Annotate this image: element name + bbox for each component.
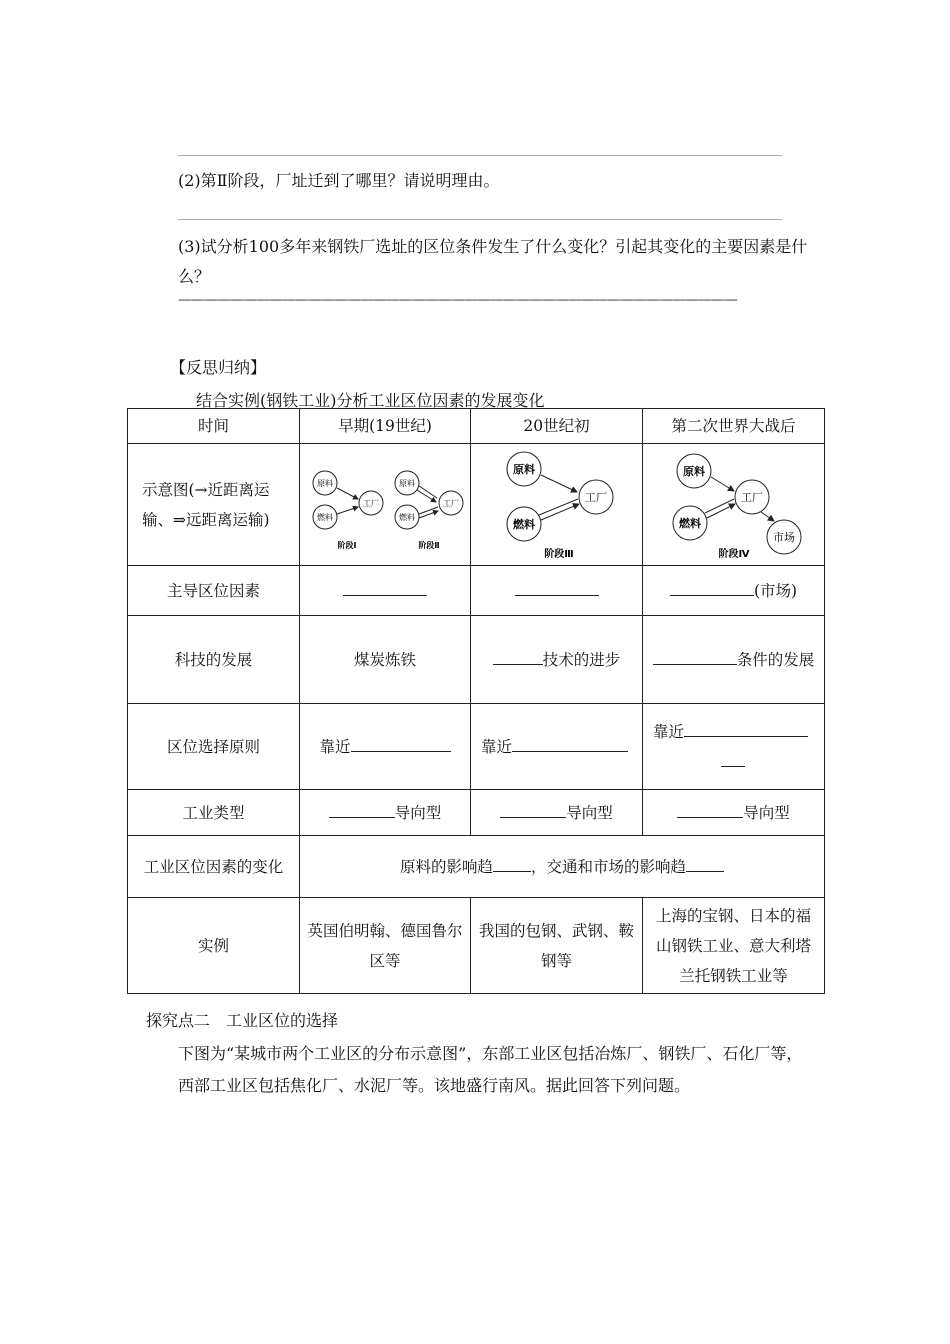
principle-col1 bbox=[300, 704, 471, 790]
blank-field[interactable] bbox=[343, 576, 427, 596]
arrow-raw-3 bbox=[541, 475, 577, 492]
change-part2: ，交通和市场的影响趋 bbox=[531, 857, 687, 876]
principle-col3 bbox=[643, 704, 825, 790]
arrow-fuel-4a bbox=[705, 499, 734, 513]
blank-field[interactable] bbox=[351, 732, 451, 752]
type-suffix: 导向型 bbox=[743, 803, 790, 822]
example-row bbox=[128, 898, 825, 994]
blank-field[interactable] bbox=[512, 732, 628, 752]
arrow-raw-4 bbox=[711, 477, 734, 491]
blank-field[interactable] bbox=[329, 798, 395, 818]
example-col2: 我国的包钢、武钢、鞍钢等 bbox=[471, 898, 643, 994]
arrow-market-4 bbox=[761, 512, 774, 521]
tech-col2 bbox=[471, 616, 643, 704]
example-label: 实例 bbox=[128, 898, 300, 994]
dominant-col1 bbox=[300, 566, 471, 616]
blank-field[interactable] bbox=[493, 645, 543, 665]
arrow-fuel-4b bbox=[707, 504, 735, 518]
raw-label-1: 原料 bbox=[316, 478, 333, 488]
type-suffix: 导向型 bbox=[394, 803, 442, 822]
answer-line-3: ——————————————————————————————————————————— bbox=[178, 292, 737, 308]
factory-label-1: 工厂 bbox=[362, 498, 379, 508]
stage4-label: 阶段Ⅳ bbox=[718, 549, 750, 560]
diagram-stage-3 bbox=[471, 444, 643, 566]
dominant-col2 bbox=[471, 566, 643, 616]
header-postwar: 第二次世界大战后 bbox=[643, 409, 825, 444]
tech-col1: 煤炭炼铁 bbox=[300, 616, 471, 704]
question-2: (2)第Ⅱ阶段，厂址迁到了哪里？请说明理由。 bbox=[178, 171, 500, 190]
type-col3 bbox=[643, 790, 825, 836]
principle-label: 区位选择原则 bbox=[128, 704, 300, 790]
question-3: (3)试分析100多年来钢铁厂选址的区位条件发生了什么变化？引起其变化的主要因素是什么？ bbox=[178, 237, 808, 286]
section2-paragraph: 下图为“某城市两个工业区的分布示意图”，东部工业区包括冶炼厂、钢铁厂、石化厂等，西部工业区包括焦化厂、水泥厂等。该地盛行南风。据此回答下列问题。 bbox=[178, 1044, 803, 1095]
tech-label: 科技的发展 bbox=[128, 616, 300, 704]
tech-col2-suffix: 技术的进步 bbox=[542, 650, 621, 669]
header-20c: 20世纪初 bbox=[471, 409, 643, 444]
type-col2 bbox=[471, 790, 643, 836]
fuel-label-2: 燃料 bbox=[398, 512, 415, 522]
stage3-label: 阶段Ⅲ bbox=[544, 549, 574, 560]
stage1-label: 阶段Ⅰ bbox=[337, 540, 356, 550]
tech-col3-suffix: 条件的发展 bbox=[736, 650, 815, 669]
principle-prefix: 靠近 bbox=[319, 737, 351, 756]
type-col1 bbox=[300, 790, 471, 836]
answer-line-2 bbox=[178, 219, 782, 220]
principle-row bbox=[128, 704, 825, 790]
dominant-suffix: (市场) bbox=[753, 581, 798, 600]
industry-location-table bbox=[127, 408, 825, 994]
blank-field[interactable] bbox=[500, 798, 566, 818]
example-col1: 英国伯明翰、德国鲁尔区等 bbox=[300, 898, 471, 994]
factory-label-2: 工厂 bbox=[442, 498, 459, 508]
market-label-4: 市场 bbox=[773, 531, 795, 544]
dominant-col3 bbox=[643, 566, 825, 616]
change-part1: 原料的影响趋 bbox=[399, 857, 493, 876]
principle-prefix: 靠近 bbox=[653, 722, 685, 741]
principle-col2 bbox=[471, 704, 643, 790]
fuel-label-4: 燃料 bbox=[679, 517, 701, 530]
raw-label-3: 原料 bbox=[513, 463, 535, 476]
diagram-row-label: 示意图(→近距离运输、⇒远距离运输) bbox=[128, 444, 300, 566]
tech-row bbox=[128, 616, 825, 704]
blank-field[interactable] bbox=[721, 747, 745, 767]
arrow-raw-1 bbox=[337, 488, 358, 499]
blank-field[interactable] bbox=[670, 576, 754, 596]
diagram-stage-4 bbox=[643, 444, 825, 566]
raw-label-2: 原料 bbox=[398, 478, 415, 488]
header-row bbox=[128, 409, 825, 444]
blank-field[interactable] bbox=[515, 576, 599, 596]
table-caption: 结合实例(钢铁工业)分析工业区位因素的发展变化 bbox=[196, 391, 545, 410]
header-time: 时间 bbox=[128, 409, 300, 444]
arrow-fuel-1 bbox=[337, 507, 358, 514]
raw-label-4: 原料 bbox=[683, 465, 705, 478]
blank-field[interactable] bbox=[684, 717, 808, 737]
example-col3: 上海的宝钢、日本的福山钢铁工业、意大利塔兰托钢铁工业等 bbox=[643, 898, 825, 994]
reflection-heading: 【反思归纳】 bbox=[170, 358, 267, 377]
factory-label-4: 工厂 bbox=[741, 491, 763, 504]
blank-field[interactable] bbox=[677, 798, 743, 818]
diagram-stage4-svg bbox=[646, 447, 821, 562]
blank-field[interactable] bbox=[653, 645, 737, 665]
change-content bbox=[300, 836, 825, 898]
factory-label-3: 工厂 bbox=[585, 491, 607, 504]
blank-field[interactable] bbox=[686, 852, 724, 872]
change-label: 工业区位因素的变化 bbox=[128, 836, 300, 898]
principle-prefix: 靠近 bbox=[481, 737, 513, 756]
dominant-row bbox=[128, 566, 825, 616]
diagram-row bbox=[128, 444, 825, 566]
answer-line-1 bbox=[178, 155, 782, 156]
blank-field[interactable] bbox=[493, 852, 531, 872]
header-early: 早期(19世纪) bbox=[300, 409, 471, 444]
section2-heading: 探究点二 工业区位的选择 bbox=[146, 1011, 339, 1030]
type-row bbox=[128, 790, 825, 836]
type-label: 工业类型 bbox=[128, 790, 300, 836]
fuel-label-1: 燃料 bbox=[316, 512, 333, 522]
arrow-fuel-2a bbox=[419, 507, 438, 514]
diagram-stage3-svg bbox=[474, 447, 639, 562]
type-suffix: 导向型 bbox=[566, 803, 613, 822]
arrow-raw-2a bbox=[419, 486, 437, 498]
diagram-stage1-2-svg bbox=[303, 450, 468, 560]
stage2-label: 阶段Ⅱ bbox=[417, 540, 440, 550]
fuel-label-3: 燃料 bbox=[513, 518, 535, 531]
arrow-fuel-2b bbox=[419, 511, 438, 518]
change-row bbox=[128, 836, 825, 898]
tech-col3 bbox=[643, 616, 825, 704]
dominant-label: 主导区位因素 bbox=[128, 566, 300, 616]
diagram-stage-1-2 bbox=[300, 444, 471, 566]
